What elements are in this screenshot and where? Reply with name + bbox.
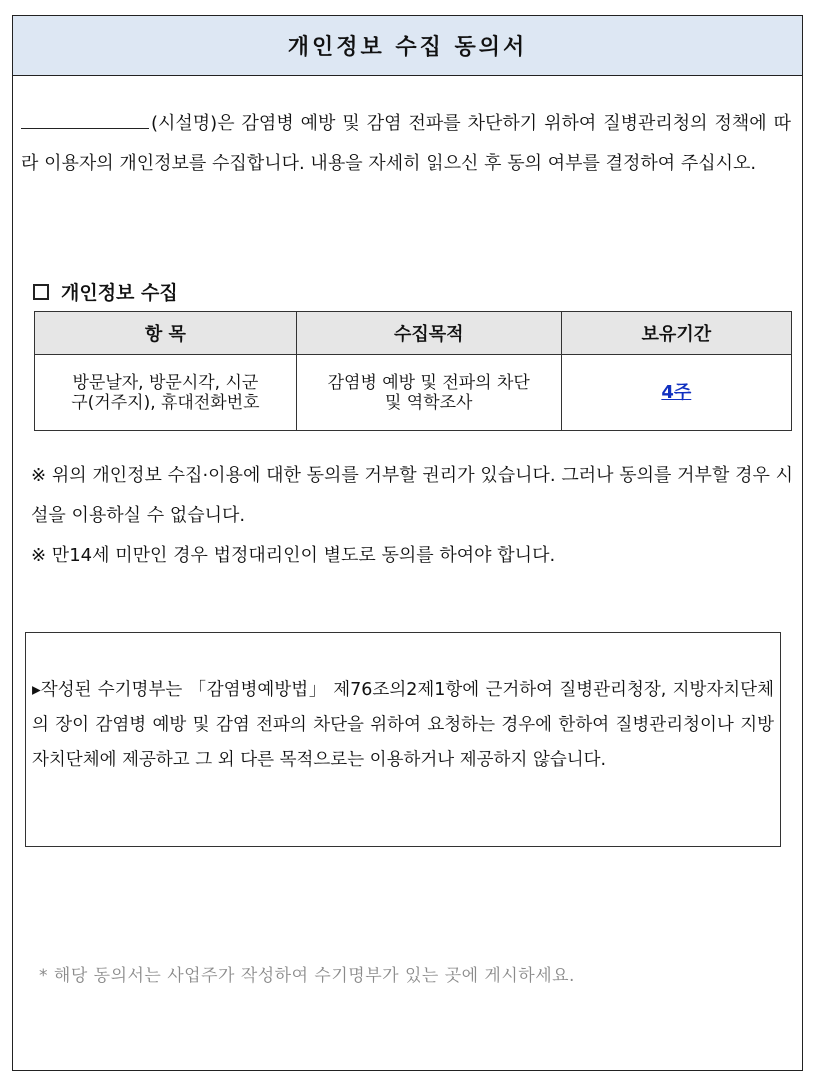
cell-purpose-text: 감염병 예방 및 전파의 차단 및 역학조사 <box>327 372 530 413</box>
cell-item-text: 방문날자, 방문시각, 시군구(거주지), 휴대전화번호 <box>71 372 260 413</box>
table-row <box>35 355 792 431</box>
table-header-row <box>35 312 792 355</box>
checkbox-icon <box>33 284 49 300</box>
form-title: 개인정보 수집 동의서 <box>13 16 802 76</box>
footer-note: * 해당 동의서는 사업주가 작성하여 수기명부가 있는 곳에 게시하세요. <box>39 966 575 986</box>
intro-text: (시설명)은 감염병 예방 및 감염 전파를 차단하기 위하여 질병관리청의 정책에 따라 이용자의 개인정보를 수집합니다. 내용을 자세히 읽으신 후 동의 여부를 결정하여 주십시오. <box>21 113 791 174</box>
header-purpose: 수집목적 <box>296 312 561 355</box>
cell-retention <box>561 355 791 431</box>
info-table <box>34 311 792 431</box>
consent-form <box>12 15 803 1071</box>
notice-text: ▸작성된 수기명부는 「감염병예방법」 제76조의2제1항에 근거하여 질병관리청장, 지방자치단체의 장이 감염병 예방 및 감염 전파의 차단을 위하여 요청하는 경우에 한하여 질병관리청이나 지방자치단체에 제공하고 그 외 다른 목적으로는 이용하거나 제공하지 않습니다. <box>32 680 774 770</box>
header-item: 항 목 <box>35 312 297 355</box>
facility-name-blank[interactable] <box>21 110 149 129</box>
retention-value: 4주 <box>661 381 692 403</box>
note-refusal-right: ※ 위의 개인정보 수집·이용에 대한 동의를 거부할 권리가 있습니다. 그러나 동의를 거부할 경우 시설을 이용하실 수 없습니다. <box>31 465 793 526</box>
section-title-text: 개인정보 수집 <box>61 282 178 304</box>
intro-paragraph <box>21 104 791 184</box>
note-minor: ※ 만14세 미만인 경우 법정대리인이 별도로 동의를 하여야 합니다. <box>31 545 556 566</box>
section-heading <box>33 278 178 305</box>
notice-box <box>25 632 781 847</box>
cell-purpose <box>296 355 561 431</box>
header-retention: 보유기간 <box>561 312 791 355</box>
notes <box>31 456 793 576</box>
cell-item <box>35 355 297 431</box>
